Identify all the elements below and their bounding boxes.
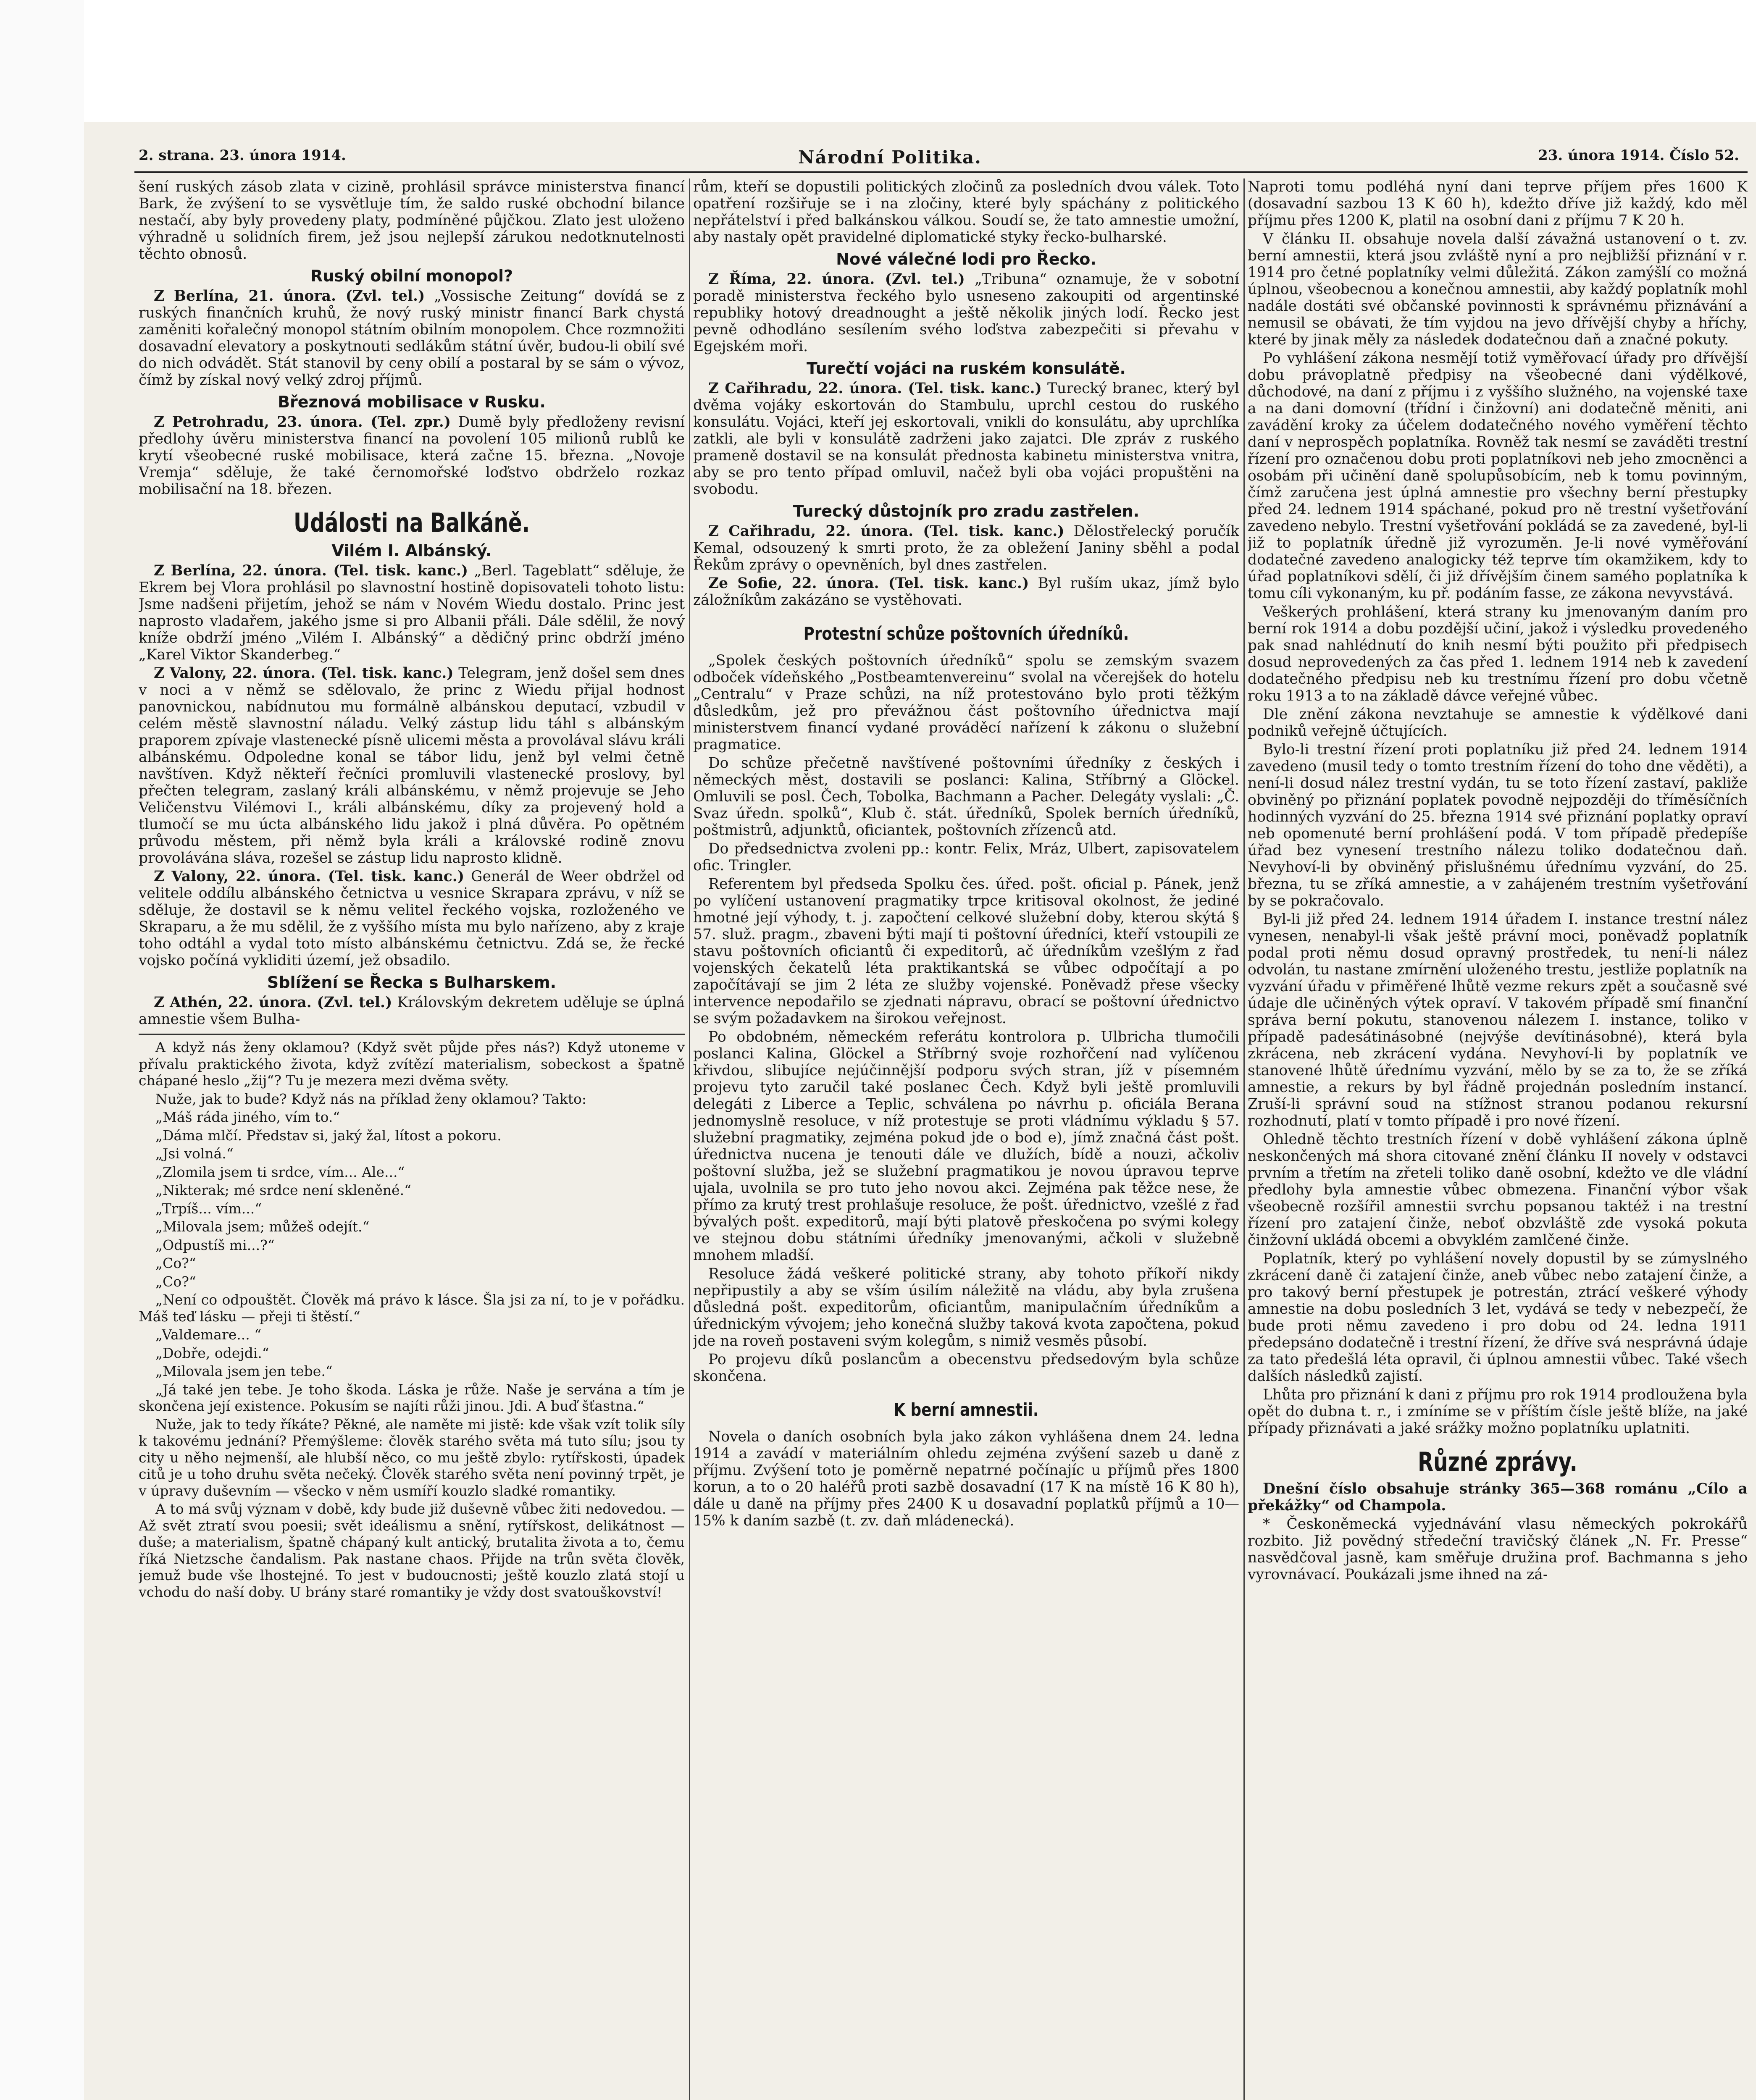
article-text: Poplatník, který po vyhlášení novely dopustil by se zúmyslného zkrácení daně či zatajení činže, aneb vůbec nebo zatajení činže, a pro takový berní přestupek je potrestán, ztrácí veškeré výhody amnestie na dobu posledních 3 let, vydává se tedy v nebezpečí, že bude proti němu zavedeno i pro dobu od 24. ledna 1911 předepsáno dodatečně i trestní řízení, že dříve svá nesprávná údaje za tato předešlá léta opravil, či úplnou amnestii vůbec. Také všech dalších následků zajistí. <box>1248 1250 1748 1385</box>
article-body: „Berl. Tageblatt“ sděluje, že Ekrem bej Vlora prohlásil po slavnostní hostině dopisovateli tohoto listu: Jsme nadšeni přijetím, jehož se nám v Novém Wiedu dostalo. Princ jest naprosto vladařem, jakého jsme si pro Albanii přáli. Dále sdělil, že nový kníže obdrží jméno „Vilém I. Albánský“ a dědičný princ obdrží jméno „Karel Viktor Skanderbeg.“ <box>139 562 685 663</box>
dateline: Z Cařihradu, 22. února. (Tel. tisk. kanc.) <box>708 380 1042 397</box>
feuilleton-text: „Není co odpouštět. Člověk má právo k lásce. Šla jsi za ní, to je v pořádku. Máš teď lásku — přeji ti štěstí.“ <box>139 1292 685 1325</box>
dateline: Z Valony, 22. února. (Tel. tisk. kanc.) <box>154 665 454 682</box>
dateline: Z Valony, 22. února. (Tel. tisk. kanc.) <box>154 868 465 885</box>
article-headline: Turečtí vojáci na ruském konsulátě. <box>807 359 1126 378</box>
feuilleton <box>139 1039 685 1600</box>
feuilleton-text: Nuže, jak to tedy říkáte? Pěkné, ale naměte mi jistě: kde však vzít tolik síly k takovému jednání? Přemýšleme: člověk starého světa má tuto sílu; jsou ty city u něho nejmenší, ale hlubší něco, co mu ještě zbylo: rytířskosti, úpadek citů je u toho druhu světa nečeký. Člověk starého světa není povinný trpět, je v úpravy duševním — všecko v něm usmíří kouzlo sladké romantiky. <box>139 1416 685 1499</box>
article-text: Resoluce žádá veškeré politické strany, aby tohoto příkoří nikdy nepřipustily a aby se vším úsilím náležitě na vládu, aby byla zrušena důsledná pošt. expeditorům, oficiantům, manipulačním úředníkům a úřednickým vývojem; jeho konečná služby taková kvota započtena, pokud jde na roveň postaveni svým kolegům, s nimiž vesměs působí. <box>693 1265 1239 1349</box>
dateline: Z Athén, 22. února. (Zvl. tel.) <box>154 994 392 1011</box>
section-headline: Protestní schůze poštovních úředníků. <box>803 623 1129 644</box>
article-text <box>693 271 1239 355</box>
article-headline: Březnová mobilisace v Rusku. <box>278 393 546 411</box>
column-2 <box>693 178 1239 2100</box>
feuilleton-line: „Trpíš... vím...“ <box>155 1200 262 1217</box>
article-text: Po vyhlášení zákona nesmějí totiž vyměřovací úřady pro dřívější dobu právoplatně předpisy na všeobecné dani výdělkové, důchodové, na daní z příjmu i z vyššího služného, na vojenské taxe a na dani domovní (třídní i činžovní) ani dodatečně měniti, ani zavádění kroky za účelem dodatečného nového vyměření těchto daní v neprospěch poplatníka. Rovněž tak nesmí se zaváděti trestní řízení pro označenou dobu proti poplatníkovi neb jeho zmocněnci a osobám při učinění daně spolupůsobícím, neb k tomu povinným, čímž zaručena jest úplná amnestie pro všechny berní přestupky před 24. lednem 1914 spáchané, pokud pro ně trestní vyšetřování zavedeno nebylo. Trestní vyšetřování pokládá se za zavedené, byl-li již to poplatník úředně již vyrozuměn. Je-li nové vyměřování dodatečné zavedeno analogicky též teprve tím okamžikem, kdy to úřad poplatníkovi sdělí, či již dřívějším činem samého poplatníka k tomu cíli vykonaným, ku př. podáním fasse, ze zákona nevyvstává. <box>1248 350 1748 602</box>
article-body: Dělostřelecký poručík Kemal, odsouzený k smrti proto, že za obležení Janiny sběhl a podal Řekům zprávy o opevněních, byl dnes zastřelen. <box>693 523 1239 573</box>
dateline: Z Cařihradu, 22. února. (Tel. tisk. kanc.) <box>708 523 1064 540</box>
feuilleton-line: „Máš ráda jiného, vím to.“ <box>155 1109 340 1125</box>
feuilleton-line: „Jsi volná.“ <box>155 1145 234 1162</box>
article-body: Turecký branec, který byl dvěma vojáky eskortován do Stambulu, uprchl cestou do ruského konsulátu. Vojáci, kteří jej eskortovali, vnikli do konsulátu, aby uprchlíka zatkli, ale byli v konsulátě zadrženi jako zajatci. Dle zpráv z ruského prameně dostavil se na konsulát přednosta kabinetu ministerstva vnitra, aby se pro tento případ omluvil, načež byli oba vojáci propuštěni na svobodu. <box>693 380 1239 498</box>
article-text <box>139 562 685 663</box>
article-text: Do schůze přečetně navštívené poštovními úředníky z českých i německých měst, dostavili se poslanci: Kalina, Stříbrný a Glöckel. Omluvili se posl. Čech, Tobolka, Bachmann a Pacher. Delegáty vyslali: „Č. Svaz úředn. spolků“, Klub č. stát. úředníků, Spolek berních úředníků, poštmistrů, adjunktů, oficiantek, poštovních zřízenců atd. <box>693 755 1239 839</box>
masthead-title: Národní Politika. <box>798 147 982 168</box>
scan-margin <box>0 0 84 2100</box>
feuilleton-line: „Milovala jsem; můžeš odejít.“ <box>155 1218 370 1235</box>
article-text: Do předsednictva zvoleni pp.: kontr. Felix, Mráz, Ulbert, zapisovatelem ofic. Tringler. <box>693 840 1239 874</box>
feuilleton-line: „Co?“ <box>155 1273 196 1290</box>
article-body: Dumě byly předloženy revisní předlohy úvěru ministerstva financí na povolení 105 milionů rublů ke krytí všeobecné ruské mobilisace, která začne 15. března. „Novoje Vremja“ sděluje, že také černomořské loďstvo obdrželo rozkaz mobilisační na 18. březen. <box>139 414 685 498</box>
article-text: V článku II. obsahuje novela další závažná ustanovení o t. zv. berní amnestii, která jsou zvláště nyní a pro nejbližší přiznání v r. 1914 pro četné poplatníky velmi důležitá. Zákon zamýšlí co možná úplnou, všeobecnou a konečnou amnestii, aby každý poplatník mohl nadále dostáti své občanské povinnosti k správnému přiznávání a nemusil se obávati, že tím vyjdou na jevo dřívější chyby a hříchy, které by jinak měly za následek dodatečnou daň a značné pokuty. <box>1248 231 1748 348</box>
article-headline: Ruský obilní monopol? <box>310 267 513 285</box>
article-text: Dle znění zákona nevztahuje se amnestie k výdělkové dani podniků veřejně účtujících. <box>1248 706 1748 740</box>
feuilleton-line: „Odpustíš mi...?“ <box>155 1236 275 1253</box>
article-text: Ohledně těchto trestních řízení v době vyhlášení zákona úplně neskončených má shora citované znění článku II novely v odstavci prvním a třetím na zřeteli toliko daně osobní, kdežto ve dle vládní předlohy byla amnestie vůbec obmezena. Finanční výbor však všeobecně rozšířil amnestii svrchu popsanou taktéž i na trestní řízení pro zatajení činže, neboť obzvláště zde vysoká pokuta činžovní ukládá obcemi a obvyklém zamlčené činže. <box>1248 1131 1748 1249</box>
feuilleton-line: „Co?“ <box>155 1255 196 1271</box>
header-rule <box>134 171 1748 173</box>
article-text <box>139 288 685 388</box>
dateline: Z Říma, 22. února. (Zvl. tel.) <box>708 271 965 288</box>
article-text: Dnešní číslo obsahuje stránky 365—368 románu „Cílo a překážky“ od Champola. <box>1248 1480 1748 1514</box>
column-rule-1 <box>689 178 690 2100</box>
article-body: „Tribuna“ oznamuje, že v sobotní poradě ministerstva řeckého bylo usneseno zakoupiti od argentinské republiky hotový dreadnought a ještě několik jiných lodí. Řecko jest pevně odhodláno sesílením svého loďstva zabezpečiti si převahu v Egejském moři. <box>693 271 1239 355</box>
feuilleton-line: „Milovala jsem jen tebe.“ <box>155 1363 333 1379</box>
article-body: „Vossische Zeitung“ dovídá se z ruských finančních kruhů, že nový ruský ministr financí Bark chystá zaměniti kořalečný monopol státním obilním monopolem. Chce rozmnožiti dosavadní elevatory a poskytnouti sedlákům státní úvěr, budou-li obilí své do nich odvádět. Stát stanovil by ceny obilí a postaral by se sám o vývoz, čímž by získal nový velký zdroj příjmů. <box>139 288 685 388</box>
article-text <box>139 868 685 969</box>
article-headline: Turecký důstojník pro zradu zastřelen. <box>793 502 1140 520</box>
column-1 <box>139 178 685 2100</box>
dateline: Ze Sofie, 22. února. (Tel. tisk. kanc.) <box>708 575 1029 592</box>
section-headline: K berní amnestii. <box>894 1399 1039 1420</box>
article-text <box>693 523 1239 573</box>
feuilleton-text: A když nás ženy oklamou? (Když svět půjde přes nás?) Když utoneme v přívalu praktického života, když zvítězí materialism, sobeckost a špatně chápané heslo „žij“? Tu je mezera mezi dvěma světy. <box>139 1039 685 1089</box>
article-text: * Českoněmecká vyjednávání vlasu německých pokrokářů rozbito. Již povědný středeční travičský článek „N. Fr. Presse“ nasvědčoval jasně, kam směřuje družina prof. Bachmanna s jeho vyrovnávací. Poukázali jsme ihned na zá- <box>1248 1516 1748 1583</box>
section-headline: Události na Balkáně. <box>293 507 530 538</box>
feuilleton-text: „Já také jen tebe. Je toho škoda. Láska je růže. Naše je servána a tím je skončena její existence. Pokusím se najíti růži jinou. Jdi. A buď šťastna.“ <box>139 1381 685 1414</box>
article-text: Po obdobném, německém referátu kontrolora p. Ulbricha tlumočili poslanci Kalina, Glöckel a Stříbrný svoje rozhořčení nad vylíčenou křivdou, slibujíce nejúčinnější podporu svých stran, jíž v písemném projevu tyto zaručil také poslanec Čech. Když byli ještě promluvili delegáti z Liberce a Teplic, schválena po návrhu p. oficiála Berana jednomyslně resoluce, v níž protestuje se proti vládnímu výkladu § 57. služební pragmatiky, zejména pokud jde o bod e), jímž značná část pošt. úřednictva nucena je tenouti dále ve dlužích, bídě a nouzi, ačkoliv poštovní služba, jež se služební pragmatikou je novou úpravou teprve ujala, uvolnila se pro tuto jeho novou akci. Zejména pak těžce nese, že přímo za krutý trest prohlašuje resoluce, že pošt. úřednictvo, vzešlé z řad bývalých pošt. expeditorů, mají býti platově přeskočena po svými kolegy ve stejnou dobu státními úředníky jmenovanými, ačkoli v služebně mnohem mladší. <box>693 1029 1239 1264</box>
article-text: Bylo-li trestní řízení proti poplatníku již před 24. lednem 1914 zavedeno (musil tedy o tomto trestním řízení do toho dne věděti), a není-li dosud nález trestní vydán, tu se toto řízení zastaví, pakliže obviněný po přiznání poplatek povodně nejpozději do tříměsíčních hodinných vyzvání do 25. března 1914 své přiznání poplatky opraví neb opomenuté berní prohlášení podá. V tom případě předepíše úřad bez vynesení trestního nálezu toliko dodatečnou daň. Nevyhoví-li by obviněný přislušnému úřednímu vyzvání, do 25. března, tu se zříká amnestie, a v zahájeném trestním vyšetřování by se pokračovalo. <box>1248 741 1748 909</box>
feuilleton-line: „Dobře, odejdi.“ <box>155 1344 269 1361</box>
article-text: Referentem byl předseda Spolku čes. úřed. pošt. oficial p. Pánek, jenž po vylíčení ustanovení pragmatiky trpce kritisoval okolnost, že jediné hmotné její výhody, t. j. započtení celkové služební doby, kterou skýtá § 57. služ. pragm., zbaveni býti mají ti poštovní úředníci, kteří vstoupili ze stavu poštovních oficiantů či expeditorů, ač úředníkům vzešlým z řad vojenských čekatelů léta praktikantská se vůbec odpočítají a po započítávají se jim 2 léta ze služby vojenské. Poněvadž přese všecky intervence nepodařilo se zjednati nápravu, obrací se poštovní úřednictvo se svým požadavkem na širokou veřejnost. <box>693 876 1239 1027</box>
article-text: Byl-li již před 24. lednem 1914 úřadem I. instance trestní nález vynesen, nenabyl-li však ještě právní moci, poněvadž poplatník podal proti němu dosud opravný prostředek, tu není-li nález odvolán, tu nastane zmírnění uloženého trestu, jestliže poplatník na vyzvání úřadu v přiměřené lhůtě vezme rekurs zpět a současně své údaje dle učiněných výtek opraví. V takovém případě smí finanční správa berní pokutu, stanovenou nálezem I. instance, toliko v případě padesátinásobné (nejvýše devítinásobné), která byla zkrácena, neb zkrácení vydána. Nevyhoví-li by poplatník ve stanovené lhůtě úřednímu vyzvání, mělo by se za to, že se zříká amnestie, a rekurs by byl řádně projednán posledním instancí. Zruší-li správní soud na stížnost stranou podanou rekursní rozhodnutí, platí v tomto případě i pro nové řízení. <box>1248 911 1748 1129</box>
feuilleton-rule <box>139 1034 685 1035</box>
article-text: Novela o daních osobních byla jako zákon vyhlášena dnem 24. ledna 1914 a zavádí v materiálním ohledu zejména zvýšení sazeb u daně z příjmu. Zvýšení toto je poměrně nepatrné počínajíc u příjmů přes 1800 korun, a to o 20 haléřů proti sazbě dosavadní (17 K na místě 16 K 80 h), dále u daně na příjmy přes 2400 K u dosavadní poplatků příjmů a 10—15% k daním sazbě (t. zv. daň mládenecká). <box>693 1428 1239 1529</box>
feuilleton-text: A to má svůj význam v době, kdy bude již duševně vůbec žiti nedovedou. — Až svět ztratí svou poesii; svět ideálismu a snění, rytířskost, delikátnost — duše; a materialism, špatně chápaný kult antický, brutalita života a to, čemu říká Nietzsche čandalism. Pak nastane chaos. Přijde na trůn světa člověk, jemuž bude vše lhostejné. To jest v budoucnosti; ještě kouzlo zlatá stojí u vchodu do naší doby. U brány staré romantiky je vždy dost svatouškovství! <box>139 1501 685 1600</box>
article-headline: Vilém I. Albánský. <box>331 541 492 560</box>
column-rule-2 <box>1243 178 1245 2100</box>
article-text: Lhůta pro přiznání k dani z příjmu pro rok 1914 prodloužena byla opět do dubna t. r., i zmíníme se v příštím čísle ještě blíže, na jaké případy přiznávati a jaké srážky možno poplatníku uplatniti. <box>1248 1386 1748 1437</box>
article-body: Královským dekretem uděluje se úplná amnestie všem Bulha- <box>139 994 685 1028</box>
header-right: 23. února 1914. Číslo 52. <box>1538 147 1739 164</box>
dateline: Z Berlína, 22. února. (Tel. tisk. kanc.) <box>154 562 468 579</box>
article-text <box>693 380 1239 498</box>
feuilleton-text: Nuže, jak to bude? Když nás na příklad ženy oklamou? Takto: <box>155 1090 586 1107</box>
dateline: Z Berlína, 21. února. (Zvl. tel.) <box>154 288 425 304</box>
newspaper-page <box>84 122 1756 2100</box>
feuilleton-line: „Valdemare... “ <box>155 1326 262 1343</box>
article-text: šení ruských zásob zlata v cizině, prohlásil správce ministerstva financí Bark, že zvýšení to se vysvětluje tím, že saldo ruské obchodní bilance nestačí, aby byly provedeny platy, podmíněné půjčkou. Zlato jest uloženo výhradně u solidních firem, jež jsou nejlepší zárukou nedotknutelnosti těchto obnosů. <box>139 178 685 262</box>
feuilleton-line: „Nikterak; mé srdce není skleněné.“ <box>155 1182 412 1198</box>
article-text <box>139 994 685 1028</box>
article-text: Po projevu díků poslancům a obecenstvu předsedovým byla schůze skončena. <box>693 1351 1239 1385</box>
article-body: Telegram, jenž došel sem dnes v noci a v němž se sdělovalo, že princ z Wiedu přijal hodnost panovnickou, nabídnutou mu formálně albánskou deputací, vzbudil v celém městě slavnostní náladu. Velký zástup lidu táhl s albánským praporem zpívaje vlastenecké písně ulicemi města a provolával slávu králi albánskému. Odpoledne konal se tábor lidu, jenž byl velmi četně navštíven. Když někteří řečníci promluvili vlastenecké proslovy, byl přečten telegram, zaslaný králi albánskému, v němž projevuje se Jeho Veličenstvu Vilémovi I., králi albánskému, díky za projevený hold a tlumočí se mu úcta albánského lidu jakož i plná důvěra. Po opětném průvodu městem, při němž byla králi a královské rodině znovu provolávána sláva, rozešel se zástup lidu naprosto klidně. <box>139 665 685 866</box>
article-text <box>139 414 685 498</box>
article-headline: Nové válečné lodi pro Řecko. <box>836 250 1096 268</box>
article-headline: Sblížení se Řecka s Bulharskem. <box>267 973 557 992</box>
section-headline: Různé zprávy. <box>1417 1446 1578 1477</box>
feuilleton-line: „Zlomila jsem ti srdce, vím... Ale...“ <box>155 1163 405 1180</box>
column-3 <box>1248 178 1748 2100</box>
article-body: Byl ruším ukaz, jímž bylo záložníkům zakázáno se vystěhovati. <box>693 575 1239 609</box>
page-header <box>84 147 1756 172</box>
feuilleton-line: „Dáma mlčí. Představ si, jaký žal, lítost a pokoru. <box>155 1127 502 1144</box>
article-text: Naproti tomu podléhá nyní dani teprve příjem přes 1600 K (dosavadní sazbou 13 K 60 h), kdežto dříve již každý, kdo měl příjmu přes 1200 K, platil na osobní dani z příjmu 7 K 20 h. <box>1248 178 1748 229</box>
header-left: 2. strana. 23. února 1914. <box>139 147 346 164</box>
dateline: Z Petrohradu, 23. února. (Tel. zpr.) <box>154 414 451 430</box>
article-text: rům, kteří se dopustili politických zločinů za posledních dvou válek. Toto opatření rozšiřuje se i na zločiny, které byly spáchány z politického nepřátelství i před balkánskou válkou. Soudí se, že tato amnestie umožní, aby nastaly opět pravidelné diplomatické styky řecko-bulharské. <box>693 178 1239 246</box>
article-text: Veškerých prohlášení, která strany ku jmenovaným daním pro berní rok 1914 a dobu pozdější učiní, jakož i výsledku provedeného pak snad nahlédnutí do knih nesmí býti použito při předpisech dosud neprovedených za čas před 1. lednem 1914 neb k zavedení dodatečného předpisu neb ku trestnímu řízení pro dobu včetně roku 1913 a to na základě dávce veřejné vůbec. <box>1248 604 1748 704</box>
article-text: „Spolek českých poštovních úředníků“ spolu se zemským svazem odboček vídeňského „Postbeamtenvereinu“ svolal na včerejšek do hotelu „Centralu“ v Praze schůzi, na níž protestováno bylo proti těžkým důsledkům, jež pro převážnou část poštovního úřednictva mají ministerstvem financí vydané prováděcí nařízení k zákonu o služební pragmatice. <box>693 652 1239 753</box>
article-text <box>139 665 685 866</box>
article-body: Generál de Weer obdržel od velitele oddílu albánského četnictva u vesnice Skrapara zprávu, v níž se sděluje, že dostavil se k němu velitel řeckého vojska, rozloženého ve Skraparu, a že mu sdělil, že z vyššího místa mu bylo nařízeno, aby z kraje toho odtáhl a vydal toto místo albánskému četnictvu. Zdá se, že řecké vojsko počíná vykliditi území, jež obsadilo. <box>139 868 685 969</box>
article-text <box>693 575 1239 609</box>
